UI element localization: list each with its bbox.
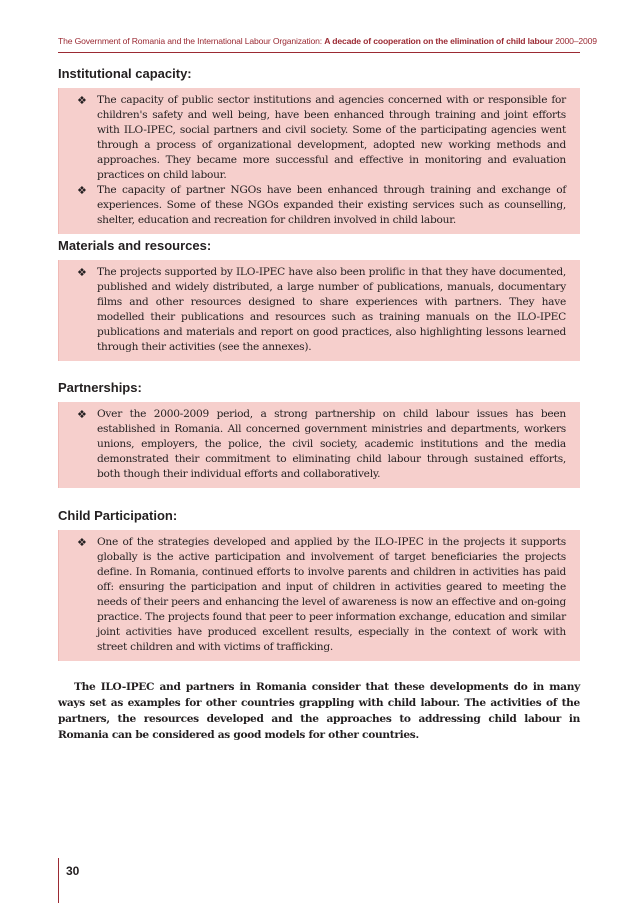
diamond-bullet-icon: ❖ bbox=[77, 266, 87, 279]
section-box bbox=[58, 260, 580, 361]
header-title-suffix: 2000–2009 bbox=[553, 36, 597, 46]
bullet-text: The capacity of public sector institutions and agencies concerned with or responsible for children's safety and well being, have been enhanced through training and joint efforts with ILO-IPEC, social partners and civil society. Some of the participating agencies went through a process of organizational development, adopted new working methods and approaches. They became more successful and effective in monitoring and evaluation practices on child labour. bbox=[97, 94, 566, 181]
section-materials-resources bbox=[58, 238, 580, 361]
section-partnerships bbox=[58, 380, 580, 488]
section-heading: Child Participation: bbox=[58, 508, 178, 523]
bullet-text: Over the 2000-2009 period, a strong partnership on child labour issues has been established in Romania. All concerned government ministries and departments, workers unions, employers, the police, the civil society, academic institutions and the media demonstrated their commitment to eliminating child labour through sustained efforts, both though their individual efforts and collaboratively. bbox=[97, 408, 566, 480]
section-box bbox=[58, 530, 580, 661]
section-child-participation bbox=[58, 508, 580, 661]
running-header bbox=[58, 36, 597, 46]
header-rule bbox=[58, 52, 580, 53]
page-number: 30 bbox=[66, 864, 80, 878]
page-number-rule bbox=[58, 858, 59, 903]
section-heading: Institutional capacity: bbox=[58, 66, 192, 81]
bullet-text: The projects supported by ILO-IPEC have also been prolific in that they have documented, published and widely distributed, a large number of publications, manuals, documentary films and other resources designed to share experiences with partners. They have modelled their publications and resources such as training manuals on the ILO-IPEC publications and materials and report on good practices, also highlighting lessons learned through their activities (see the annexes). bbox=[97, 266, 566, 353]
diamond-bullet-icon: ❖ bbox=[77, 94, 87, 107]
bullet-text: One of the strategies developed and applied by the ILO-IPEC in the projects it supports globally is the active participation and involvement of target beneficiaries the projects define. In Romania, continued efforts to involve parents and children in activities has paid off: ensuring the participation and input of children in activities geared to meeting the needs of their peers and enhancing the level of awareness is now an effective and on-going practice. The projects found that peer to peer information exchange, education and similar joint activities have produced excellent results, especially in the context of work with street children and with victims of trafficking. bbox=[97, 536, 566, 653]
section-institutional-capacity bbox=[58, 66, 580, 234]
diamond-bullet-icon: ❖ bbox=[77, 408, 87, 421]
header-title-prefix: The Government of Romania and the International Labour Organization: bbox=[58, 36, 325, 46]
section-box bbox=[58, 88, 580, 234]
bullet-item bbox=[67, 183, 566, 228]
diamond-bullet-icon: ❖ bbox=[77, 536, 87, 549]
section-heading: Materials and resources: bbox=[58, 238, 212, 253]
bullet-item bbox=[67, 93, 566, 183]
closing-paragraph: The ILO-IPEC and partners in Romania consider that these developments do in many ways set as examples for other countries grappling with child labour. The activities of the partners, the resources developed and the approaches to addressing child labour in Romania can be considered as good models for other countries. bbox=[58, 681, 580, 741]
section-heading: Partnerships: bbox=[58, 380, 142, 395]
diamond-bullet-icon: ❖ bbox=[77, 184, 87, 197]
bullet-text: The capacity of partner NGOs have been enhanced through training and exchange of experiences. Some of these NGOs expanded their existing services such as counselling, shelter, education and recreation for children involved in child labour. bbox=[97, 184, 566, 226]
header-title-bold: A decade of cooperation on the elimination of child labour bbox=[324, 36, 554, 46]
bullet-item bbox=[67, 407, 566, 482]
section-box bbox=[58, 402, 580, 488]
bullet-item bbox=[67, 535, 566, 655]
bullet-item bbox=[67, 265, 566, 355]
